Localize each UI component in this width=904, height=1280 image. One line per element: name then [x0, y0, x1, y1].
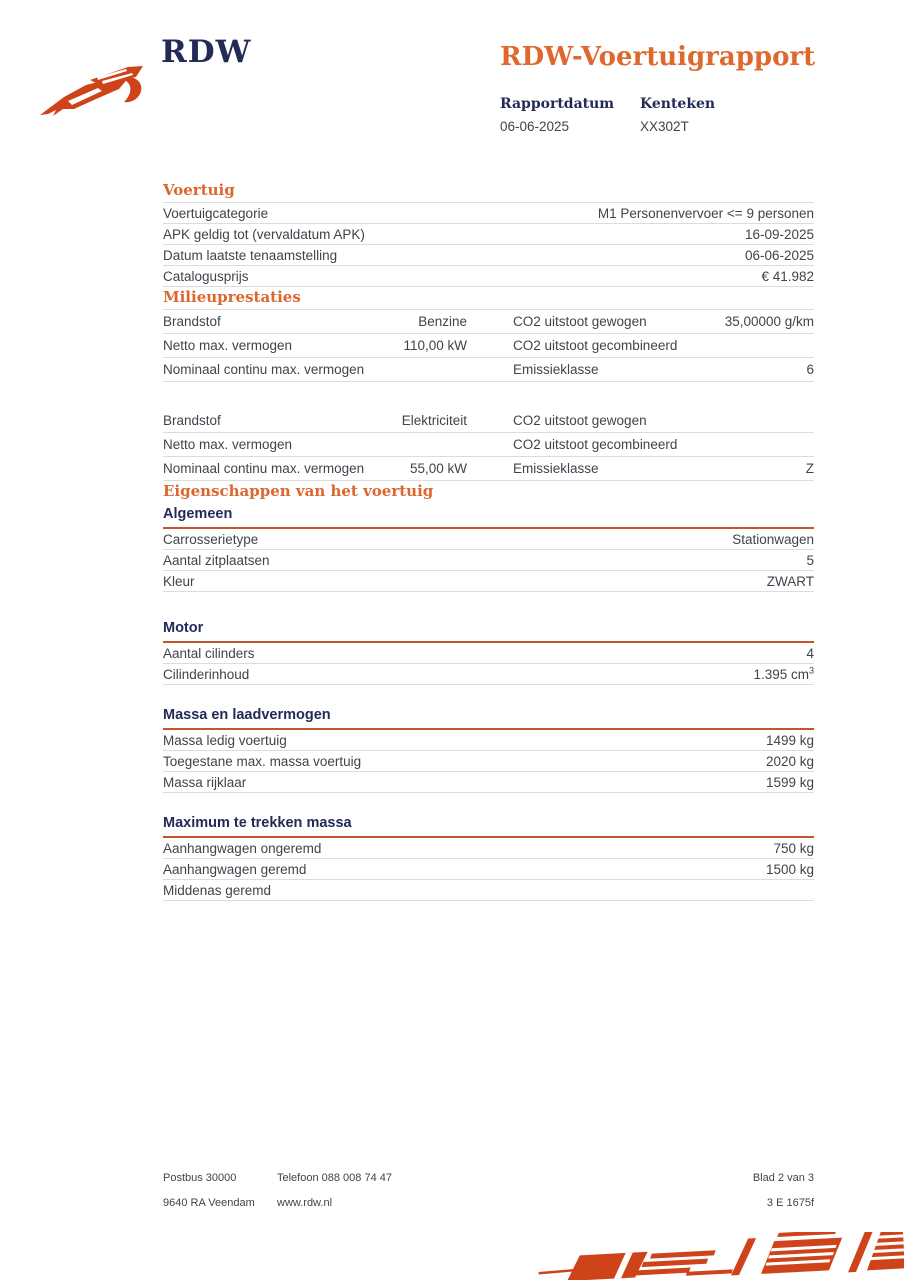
row-label: Nominaal continu max. vermogen: [163, 461, 365, 476]
table-row: [163, 838, 814, 859]
column-spacer: [467, 433, 513, 457]
subsection-heading-massa: Massa en laadvermogen: [163, 707, 331, 723]
superscript: 3: [808, 665, 814, 675]
row-value: Stationwagen: [732, 531, 814, 547]
table-row: [163, 529, 814, 550]
subsection-heading-trekken-massa: Maximum te trekken massa: [163, 815, 352, 831]
row-value: 4: [806, 645, 814, 661]
row-value: [378, 433, 467, 457]
column-spacer: [467, 334, 513, 358]
row-value: 06-06-2025: [744, 247, 814, 263]
table-row: [163, 751, 814, 772]
table-row: [163, 664, 814, 685]
column-spacer: [467, 310, 513, 334]
footer-address-line2: 9640 RA Veendam: [163, 1197, 255, 1209]
row-label: Carrosserietype: [163, 531, 259, 547]
row-value: [753, 664, 814, 685]
table-row: [163, 643, 814, 664]
table-row: [163, 859, 814, 880]
footer-row: [163, 1197, 814, 1209]
table-row: [163, 224, 814, 245]
rdw-logo-text: RDW: [161, 34, 252, 70]
row-value: € 41.982: [761, 268, 814, 284]
row-label: CO2 uitstoot gecombineerd: [513, 437, 678, 452]
report-date-value: 06-06-2025: [500, 119, 570, 134]
row-label: Aanhangwagen ongeremd: [163, 840, 322, 856]
row-label: Netto max. vermogen: [163, 338, 293, 353]
row-label: Aantal cilinders: [163, 645, 255, 661]
milieu-table-elektriciteit: [163, 409, 814, 481]
footer-phone: Telefoon 088 008 74 47: [277, 1172, 392, 1184]
report-title: RDW-Voertuigrapport: [500, 42, 816, 72]
footer-website: www.rdw.nl: [277, 1197, 333, 1209]
table-row: [163, 409, 814, 433]
row-value: [688, 409, 814, 433]
row-label: Toegestane max. massa voertuig: [163, 753, 362, 769]
row-value: 1599 kg: [765, 774, 814, 790]
report-meta: [500, 96, 780, 134]
row-value: 1500 kg: [765, 861, 814, 877]
motor-table: [163, 643, 814, 685]
section-heading-milieuprestaties: Milieuprestaties: [163, 288, 301, 306]
row-label: Catalogusprijs: [163, 268, 249, 284]
row-label: Emissieklasse: [513, 362, 599, 377]
row-value: [688, 334, 814, 358]
row-label: Brandstof: [163, 413, 221, 428]
section-heading-voertuig: Voertuig: [163, 181, 235, 199]
row-label: Netto max. vermogen: [163, 437, 293, 452]
table-row: [163, 433, 814, 457]
table-row: [163, 334, 814, 358]
footer-page-number: Blad 2 van 3: [752, 1172, 814, 1184]
rdw-logo-icon: [40, 54, 148, 118]
footer-row: [163, 1172, 814, 1184]
row-value: Elektriciteit: [401, 413, 467, 428]
rdw-stripes-graphic: [536, 1232, 904, 1280]
row-value: 1499 kg: [765, 732, 814, 748]
table-row: [163, 245, 814, 266]
column-spacer: [467, 457, 513, 481]
table-row: [163, 550, 814, 571]
voertuig-table: [163, 202, 814, 287]
row-label: Massa rijklaar: [163, 774, 247, 790]
row-label: Voertuigcategorie: [163, 205, 269, 221]
row-label: Middenas geremd: [163, 882, 272, 898]
row-value: 5: [806, 552, 814, 568]
row-label: Nominaal continu max. vermogen: [163, 362, 365, 377]
table-row: [163, 358, 814, 382]
column-spacer: [467, 409, 513, 433]
license-plate-value: XX302T: [640, 119, 689, 134]
license-plate-block: [640, 96, 780, 134]
row-label: Massa ledig voertuig: [163, 732, 287, 748]
row-label: Datum laatste tenaamstelling: [163, 247, 338, 263]
report-date-label: Rapportdatum: [500, 96, 615, 112]
table-row: [163, 457, 814, 481]
cilinderinhoud-value: 1.395 cm: [753, 666, 809, 682]
row-label: Aanhangwagen geremd: [163, 861, 307, 877]
table-row: [163, 571, 814, 592]
row-label: CO2 uitstoot gecombineerd: [513, 338, 678, 353]
table-row: [163, 772, 814, 793]
table-row: [163, 266, 814, 287]
row-value: 6: [806, 362, 814, 377]
row-label: CO2 uitstoot gewogen: [513, 314, 647, 329]
row-value: 16-09-2025: [744, 226, 814, 242]
massa-table: [163, 730, 814, 793]
row-label: Kleur: [163, 573, 195, 589]
row-label: CO2 uitstoot gewogen: [513, 413, 647, 428]
row-value: 110,00 kW: [403, 338, 467, 353]
footer-doc-code: 3 E 1675f: [766, 1197, 814, 1209]
table-row: [163, 730, 814, 751]
row-value: 55,00 kW: [409, 461, 467, 476]
subsection-heading-algemeen: Algemeen: [163, 506, 233, 522]
row-label: Emissieklasse: [513, 461, 599, 476]
row-label: APK geldig tot (vervaldatum APK): [163, 226, 365, 242]
row-value: Z: [805, 461, 814, 476]
report-date-block: [500, 96, 640, 134]
algemeen-table: [163, 529, 814, 592]
row-value: [688, 433, 814, 457]
row-value: Benzine: [418, 314, 467, 329]
row-value: 2020 kg: [765, 753, 814, 769]
row-label: Aantal zitplaatsen: [163, 552, 270, 568]
subsection-heading-motor: Motor: [163, 620, 204, 636]
report-content: [163, 180, 814, 901]
row-value: M1 Personenvervoer <= 9 personen: [597, 205, 814, 221]
milieu-table-benzine: [163, 309, 814, 382]
column-spacer: [467, 358, 513, 382]
license-plate-label: Kenteken: [640, 96, 716, 112]
trekken-massa-table: [163, 838, 814, 901]
row-value: 750 kg: [773, 840, 814, 856]
row-value: 35,00000 g/km: [724, 314, 814, 329]
footer-address-line1: Postbus 30000: [163, 1172, 237, 1184]
page-footer: [163, 1172, 814, 1222]
row-value: [378, 358, 467, 382]
table-row: [163, 880, 814, 901]
table-row: [163, 310, 814, 334]
row-label: Cilinderinhoud: [163, 666, 250, 682]
row-value: ZWART: [766, 573, 814, 589]
section-heading-eigenschappen: Eigenschappen van het voertuig: [163, 482, 434, 500]
table-row: [163, 203, 814, 224]
row-label: Brandstof: [163, 314, 221, 329]
